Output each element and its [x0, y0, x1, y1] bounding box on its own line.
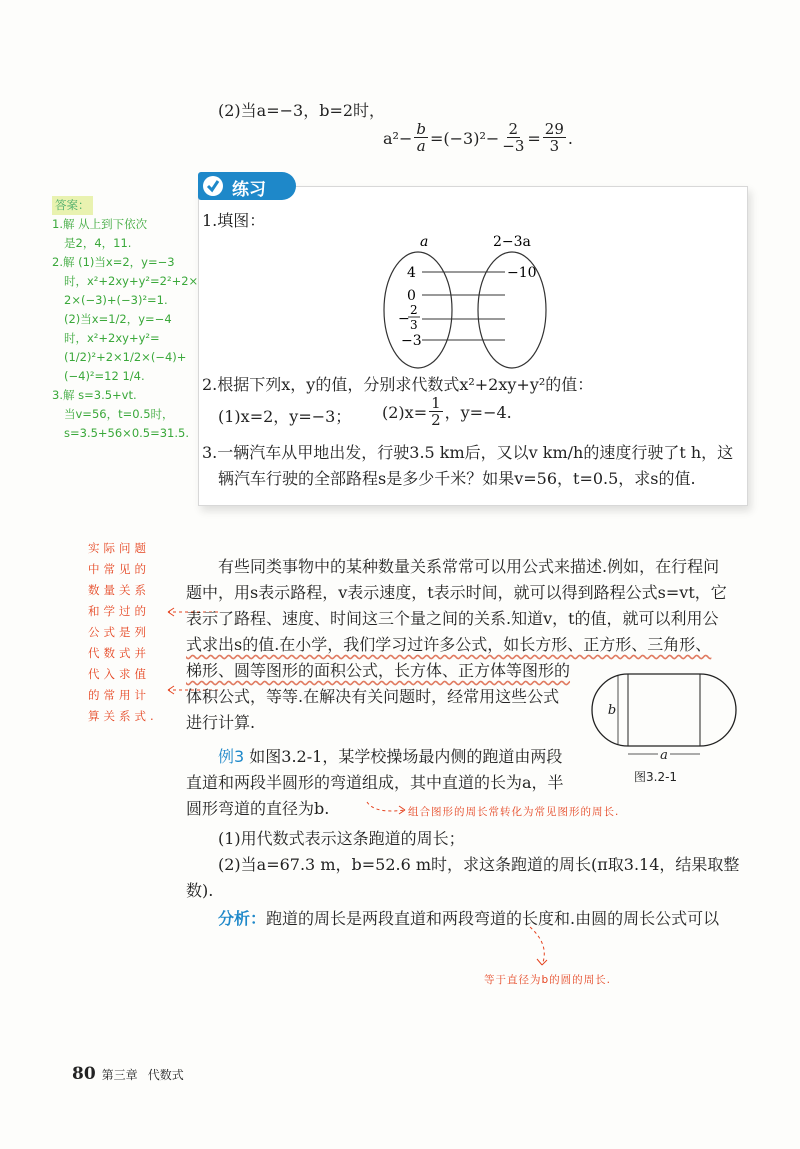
left-frac-num: 2	[410, 303, 418, 317]
example-line: 直道和两段半圆形的弯道组成，其中直道的长为a，半	[186, 773, 564, 792]
diagram-right-label: 2−3a	[493, 234, 531, 250]
example-note-arrow	[365, 800, 411, 818]
q2b-post: ，y=−4.	[444, 402, 512, 422]
practice-q2b	[382, 396, 512, 429]
q2b-pre: (2)x=	[382, 402, 428, 422]
margin-note-line: 中常见的	[88, 562, 150, 576]
answer-line: 2.解 (1)当x=2，y=−3	[52, 255, 175, 269]
main-line: 题中，用s表示路程，v表示速度，t表示时间，就可以得到路程公式s=vt，它	[186, 583, 727, 602]
answer-line: (2)当x=1/2，y=−4	[64, 312, 172, 326]
answer-line: 时，x²+2xy+y²=	[64, 331, 160, 345]
answer-line: 时，x²+2xy+y²=2²+2×	[64, 274, 199, 288]
figure-caption: 图3.2-1	[634, 770, 678, 784]
practice-q2: 2.根据下列x，y的值，分别求代数式x²+2xy+y²的值：	[202, 375, 594, 394]
example-note: 组合图形的周长常转化为常见图形的周长.	[408, 806, 620, 818]
answer-line: 3.解 s=3.5+vt.	[52, 388, 137, 402]
practice-tag	[198, 172, 296, 200]
frac1-den: a	[416, 137, 426, 155]
margin-note-line: 数量关系	[88, 583, 150, 597]
chapter-title: 代数式	[147, 1068, 184, 1082]
frac2-num: 2	[508, 120, 519, 138]
example-line: 圆形弯道的直径为b.	[186, 799, 330, 818]
analysis-arrow	[520, 925, 560, 970]
main-line: 进行计算.	[186, 713, 256, 732]
margin-note-line: 算关系式.	[88, 709, 158, 723]
practice-title: 练习	[232, 180, 266, 200]
answer-line: 当v=56，t=0.5时，	[64, 407, 174, 421]
example-label: 例3	[218, 747, 245, 766]
frac1-num: b	[416, 120, 426, 138]
main-line: 有些同类事物中的某种数量关系常常可以用公式来描述.例如，在行程问	[218, 557, 720, 576]
main-line: 梯形、圆等图形的面积公式，长方体、正方体等图形的	[186, 661, 571, 680]
example-q2-line1: (2)当a=67.3 m，b=52.6 m时，求这条跑道的周长(π取3.14，结果取整	[218, 855, 740, 874]
answer-line: (1/2)²+2×1/2×(−4)+	[64, 350, 187, 364]
analysis-text: 跑道的周长是两段直道和两段弯道的长度和.由圆的周长公式可以	[266, 909, 720, 928]
margin-note-line: 代入求值	[88, 667, 150, 681]
page-number: 80	[72, 1064, 96, 1084]
left-value: 4	[407, 265, 416, 281]
answer-line: 2×(−3)+(−3)²=1.	[64, 293, 168, 307]
left-value: −3	[401, 333, 422, 349]
practice-q3-line2: 辆汽车行驶的全部路程s是多少千米？如果v=56，t=0.5，求s的值.	[218, 469, 696, 488]
q2b-den: 2	[431, 411, 441, 429]
label-b: b	[607, 703, 617, 718]
frac3-den: 3	[549, 137, 560, 155]
margin-note-line: 和学过的	[88, 604, 150, 618]
margin-note-line: 公式是列	[88, 625, 150, 639]
eq-eq: =	[527, 129, 541, 148]
margin-note-line: 代数式并	[88, 646, 150, 660]
example-q1: (1)用代数式表示这条跑道的周长；	[218, 829, 465, 848]
top-equation	[383, 122, 573, 155]
answer-line: s=3.5+56×0.5=31.5.	[64, 426, 190, 440]
track-figure	[588, 668, 740, 768]
example-text: 如图3.2-1，某学校操场最内侧的跑道由两段	[249, 747, 563, 766]
answer-line: 1.解 从上到下依次	[52, 217, 148, 231]
main-line: 式求出s的值.在小学，我们学习过许多公式，如长方形、正方形、三角形、	[186, 635, 712, 654]
margin-note	[88, 538, 168, 727]
left-value: 0	[407, 288, 416, 304]
main-line: 体积公式，等等.在解决有关问题时，经常用这些公式	[186, 687, 560, 706]
margin-note-line: 的常用计	[88, 688, 150, 702]
left-frac-den: 3	[410, 318, 418, 332]
practice-q2a: (1)x=2，y=−3；	[218, 407, 352, 426]
example-line	[218, 744, 562, 770]
margin-note-line: 实际问题	[88, 541, 150, 555]
answer-notes	[52, 196, 202, 443]
eq-mid: =(−3)²−	[429, 129, 500, 148]
answer-line: 是2，4，11.	[64, 236, 132, 250]
practice-q3-line1: 3.一辆汽车从甲地出发，行驶3.5 km后，又以v km/h的速度行驶了t h，这	[202, 443, 734, 462]
main-line: 表示了路程、速度、时间这三个量之间的关系.知道v，t的值，就可以利用公	[186, 609, 719, 628]
mapping-diagram	[370, 232, 550, 372]
eq-end: .	[567, 129, 573, 148]
right-value: −10	[507, 265, 537, 281]
left-value: −	[398, 311, 410, 327]
frac3-num: 29	[544, 120, 564, 138]
q2b-num: 1	[431, 394, 441, 412]
example-q2-line2: 数).	[186, 881, 214, 900]
answer-line: (−4)²=12 1/4.	[64, 369, 145, 383]
analysis-line	[218, 906, 719, 932]
practice-icon	[202, 175, 224, 197]
label-a: a	[660, 748, 668, 763]
footer	[72, 1064, 184, 1084]
diagram-left-label: a	[420, 234, 429, 250]
analysis-label: 分析：	[218, 909, 267, 928]
chapter-label: 第三章	[101, 1068, 138, 1082]
answer-title: 答案：	[52, 196, 93, 215]
top-line: (2)当a=−3，b=2时，	[218, 101, 386, 120]
eq-left: a²−	[383, 129, 413, 148]
practice-q1: 1.填图：	[202, 211, 266, 230]
left-ellipse	[384, 252, 452, 368]
bottom-note: 等于直径为b的圆的周长.	[484, 974, 612, 986]
frac2-den: −3	[502, 137, 525, 155]
